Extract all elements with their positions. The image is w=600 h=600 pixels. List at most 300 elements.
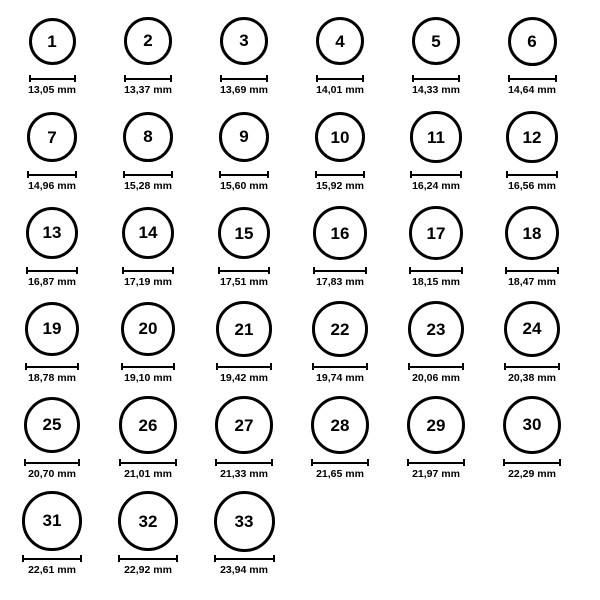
ring-circle: [121, 302, 176, 357]
ring-circle-wrap: [119, 394, 176, 456]
diameter-label: 13,05 mm: [28, 84, 76, 96]
ring-circle-wrap: [25, 298, 79, 360]
measure-line: [412, 78, 461, 80]
measure-tick-right: [365, 267, 367, 274]
measure-line: [122, 270, 174, 272]
measure-line: [29, 78, 76, 80]
ring-size-number: 21: [234, 319, 254, 339]
chart-row: [4, 106, 596, 202]
diameter-measure-bar: [506, 171, 558, 178]
measure-tick-left: [219, 171, 221, 178]
ring-circle-wrap: [410, 106, 461, 168]
ring-circle: [219, 112, 269, 162]
measure-tick-left: [316, 75, 318, 82]
measure-line: [503, 462, 562, 464]
diameter-label: 19,42 mm: [220, 372, 268, 384]
ring-size-cell: [100, 490, 196, 586]
chart-row: [4, 298, 596, 394]
measure-tick-right: [75, 171, 77, 178]
measure-tick-right: [78, 459, 80, 466]
ring-circle: [27, 112, 77, 162]
ring-circle-wrap: [29, 10, 76, 72]
ring-circle-wrap: [118, 490, 178, 552]
measure-tick-left: [118, 555, 120, 562]
diameter-label: 21,65 mm: [316, 468, 364, 480]
ring-circle-wrap: [219, 106, 269, 168]
measure-tick-left: [409, 267, 411, 274]
measure-tick-left: [312, 363, 314, 370]
measure-line: [118, 558, 178, 560]
ring-size-cell: [292, 106, 388, 202]
ring-circle: [503, 396, 562, 455]
chart-row: [4, 490, 596, 586]
ring-size-number: 25: [42, 415, 62, 435]
measure-tick-left: [218, 267, 220, 274]
ring-circle-wrap: [27, 106, 77, 168]
measure-line: [27, 174, 77, 176]
measure-line: [121, 366, 176, 368]
diameter-label: 15,60 mm: [220, 180, 268, 192]
measure-tick-left: [311, 459, 313, 466]
ring-size-number: 1: [47, 31, 57, 51]
measure-tick-right: [77, 363, 79, 370]
diameter-measure-bar: [219, 171, 269, 178]
diameter-label: 16,56 mm: [508, 180, 556, 192]
measure-line: [22, 558, 81, 560]
ring-circle: [315, 112, 366, 163]
measure-tick-right: [74, 75, 76, 82]
ring-size-cell: [196, 394, 292, 490]
ring-size-number: 7: [47, 127, 57, 147]
ring-size-number: 29: [426, 415, 446, 435]
measure-tick-right: [76, 267, 78, 274]
ring-size-number: 20: [138, 319, 158, 339]
ring-circle-wrap: [220, 10, 268, 72]
ring-size-number: 16: [330, 223, 350, 243]
measure-tick-left: [122, 267, 124, 274]
ring-size-number: 26: [138, 415, 158, 435]
measure-tick-right: [270, 363, 272, 370]
diameter-label: 14,33 mm: [412, 84, 460, 96]
ring-size-cell: [388, 106, 484, 202]
diameter-measure-bar: [25, 363, 79, 370]
diameter-label: 13,69 mm: [220, 84, 268, 96]
chart-row: [4, 394, 596, 490]
ring-size-cell: [484, 202, 580, 298]
measure-line: [313, 270, 366, 272]
diameter-measure-bar: [118, 555, 178, 562]
ring-circle: [29, 18, 76, 65]
ring-size-cell: [388, 298, 484, 394]
measure-line: [505, 270, 559, 272]
measure-tick-right: [176, 555, 178, 562]
diameter-label: 15,92 mm: [316, 180, 364, 192]
ring-size-cell: [292, 10, 388, 106]
ring-circle: [412, 17, 461, 66]
measure-tick-right: [363, 171, 365, 178]
diameter-measure-bar: [121, 363, 176, 370]
diameter-label: 16,24 mm: [412, 180, 460, 192]
measure-line: [214, 558, 275, 560]
diameter-label: 13,37 mm: [124, 84, 172, 96]
diameter-label: 19,10 mm: [124, 372, 172, 384]
ring-size-cell: [4, 202, 100, 298]
measure-tick-right: [267, 171, 269, 178]
ring-size-number: 5: [431, 31, 441, 51]
measure-line: [26, 270, 78, 272]
ring-size-number: 3: [239, 31, 249, 51]
diameter-measure-bar: [503, 459, 562, 466]
ring-size-cell: [4, 10, 100, 106]
measure-tick-right: [463, 459, 465, 466]
measure-tick-left: [503, 459, 505, 466]
measure-tick-left: [504, 363, 506, 370]
ring-size-cell: [4, 394, 100, 490]
diameter-measure-bar: [508, 75, 557, 82]
measure-line: [219, 174, 269, 176]
ring-size-cell: [196, 10, 292, 106]
diameter-label: 15,28 mm: [124, 180, 172, 192]
ring-size-cell: [196, 490, 292, 586]
diameter-label: 22,92 mm: [124, 564, 172, 576]
diameter-label: 14,96 mm: [28, 180, 76, 192]
ring-size-cell: [388, 202, 484, 298]
measure-tick-right: [458, 75, 460, 82]
diameter-measure-bar: [316, 75, 364, 82]
diameter-measure-bar: [29, 75, 76, 82]
measure-line: [215, 462, 273, 464]
measure-tick-left: [24, 459, 26, 466]
diameter-measure-bar: [214, 555, 275, 562]
diameter-measure-bar: [27, 171, 77, 178]
diameter-measure-bar: [504, 363, 560, 370]
diameter-measure-bar: [220, 75, 268, 82]
measure-line: [409, 270, 463, 272]
ring-circle-wrap: [121, 298, 176, 360]
measure-line: [504, 366, 560, 368]
diameter-label: 22,61 mm: [28, 564, 76, 576]
diameter-label: 18,47 mm: [508, 276, 556, 288]
ring-size-cell: [292, 202, 388, 298]
ring-circle-wrap: [216, 298, 271, 360]
ring-circle: [123, 112, 173, 162]
ring-size-number: 2: [143, 31, 153, 51]
ring-size-number: 33: [234, 511, 254, 531]
diameter-label: 17,83 mm: [316, 276, 364, 288]
measure-tick-left: [215, 459, 217, 466]
ring-circle-wrap: [218, 202, 271, 264]
diameter-label: 21,97 mm: [412, 468, 460, 480]
diameter-label: 14,01 mm: [316, 84, 364, 96]
measure-line: [311, 462, 369, 464]
ring-size-cell: [100, 394, 196, 490]
measure-line: [508, 78, 557, 80]
ring-size-number: 30: [522, 415, 542, 435]
ring-circle: [312, 301, 368, 357]
measure-tick-left: [27, 171, 29, 178]
ring-size-number: 23: [426, 319, 446, 339]
chart-row: [4, 10, 596, 106]
ring-circle: [122, 207, 174, 259]
ring-size-cell: [484, 298, 580, 394]
ring-circle: [407, 396, 466, 455]
measure-tick-right: [461, 267, 463, 274]
ring-size-number: 27: [234, 415, 254, 435]
measure-tick-left: [214, 555, 216, 562]
ring-circle: [311, 396, 369, 454]
diameter-measure-bar: [407, 459, 466, 466]
measure-tick-right: [367, 459, 369, 466]
ring-circle-wrap: [122, 202, 174, 264]
ring-circle-wrap: [22, 490, 81, 552]
ring-size-number: 11: [427, 127, 445, 147]
measure-line: [312, 366, 368, 368]
ring-size-number: 10: [330, 127, 350, 147]
ring-size-cell: [100, 10, 196, 106]
diameter-measure-bar: [315, 171, 366, 178]
ring-circle: [506, 111, 558, 163]
ring-circle: [215, 396, 273, 454]
measure-tick-right: [171, 171, 173, 178]
ring-size-cell: [484, 106, 580, 202]
ring-circle: [508, 17, 557, 66]
diameter-label: 20,38 mm: [508, 372, 556, 384]
measure-tick-right: [172, 267, 174, 274]
ring-circle-wrap: [124, 10, 171, 72]
diameter-measure-bar: [216, 363, 271, 370]
diameter-label: 21,33 mm: [220, 468, 268, 480]
measure-tick-left: [123, 171, 125, 178]
ring-size-number: 14: [138, 223, 158, 243]
measure-line: [119, 462, 176, 464]
ring-circle: [505, 206, 559, 260]
diameter-label: 23,94 mm: [220, 564, 268, 576]
measure-line: [315, 174, 366, 176]
ring-size-number: 9: [239, 127, 249, 147]
measure-tick-left: [412, 75, 414, 82]
measure-tick-left: [119, 459, 121, 466]
measure-line: [25, 366, 79, 368]
ring-circle-wrap: [412, 10, 461, 72]
diameter-measure-bar: [122, 267, 174, 274]
ring-size-number: 22: [330, 319, 350, 339]
diameter-label: 16,87 mm: [28, 276, 76, 288]
ring-size-number: 6: [527, 31, 537, 51]
ring-circle: [316, 17, 364, 65]
measure-line: [407, 462, 466, 464]
ring-circle: [408, 301, 464, 357]
ring-size-cell: [100, 106, 196, 202]
measure-tick-left: [508, 75, 510, 82]
measure-line: [218, 270, 271, 272]
ring-circle: [410, 111, 461, 162]
measure-tick-left: [124, 75, 126, 82]
measure-tick-right: [173, 363, 175, 370]
ring-size-number: 13: [42, 223, 62, 243]
measure-tick-right: [556, 171, 558, 178]
measure-tick-left: [407, 459, 409, 466]
ring-circle-wrap: [215, 394, 273, 456]
ring-size-cell: [196, 202, 292, 298]
ring-circle-wrap: [123, 106, 173, 168]
ring-circle-wrap: [503, 394, 562, 456]
measure-line: [506, 174, 558, 176]
ring-circle-wrap: [408, 298, 464, 360]
ring-circle: [22, 491, 81, 550]
measure-tick-right: [175, 459, 177, 466]
diameter-measure-bar: [24, 459, 81, 466]
measure-tick-right: [271, 459, 273, 466]
ring-size-number: 31: [42, 511, 62, 531]
ring-size-cell: [484, 394, 580, 490]
diameter-measure-bar: [119, 459, 176, 466]
ring-circle: [214, 491, 275, 552]
diameter-label: 17,51 mm: [220, 276, 268, 288]
ring-size-number: 19: [42, 319, 62, 339]
measure-tick-left: [29, 75, 31, 82]
ring-circle: [218, 207, 271, 260]
ring-size-cell: [196, 106, 292, 202]
measure-tick-right: [559, 459, 561, 466]
ring-size-cell: [100, 298, 196, 394]
measure-tick-right: [557, 267, 559, 274]
measure-tick-right: [362, 75, 364, 82]
diameter-label: 21,01 mm: [124, 468, 172, 480]
diameter-label: 17,19 mm: [124, 276, 172, 288]
diameter-measure-bar: [408, 363, 464, 370]
diameter-measure-bar: [218, 267, 271, 274]
diameter-measure-bar: [311, 459, 369, 466]
ring-circle: [119, 396, 176, 453]
measure-tick-left: [22, 555, 24, 562]
ring-circle: [504, 301, 560, 357]
ring-circle: [216, 301, 271, 356]
ring-circle-wrap: [409, 202, 463, 264]
ring-circle-wrap: [312, 298, 368, 360]
measure-tick-right: [170, 75, 172, 82]
diameter-label: 18,15 mm: [412, 276, 460, 288]
ring-circle-wrap: [505, 202, 559, 264]
diameter-measure-bar: [22, 555, 81, 562]
ring-circle: [24, 397, 81, 454]
chart-row: [4, 202, 596, 298]
ring-size-number: 32: [138, 511, 158, 531]
ring-circle-wrap: [313, 202, 366, 264]
diameter-label: 22,29 mm: [508, 468, 556, 480]
ring-circle: [25, 302, 79, 356]
diameter-label: 18,78 mm: [28, 372, 76, 384]
measure-line: [316, 78, 364, 80]
ring-size-number: 24: [522, 319, 542, 339]
diameter-measure-bar: [124, 75, 171, 82]
measure-tick-right: [558, 363, 560, 370]
diameter-measure-bar: [410, 171, 461, 178]
ring-size-number: 8: [143, 127, 153, 147]
diameter-measure-bar: [215, 459, 273, 466]
measure-line: [24, 462, 81, 464]
ring-circle: [220, 17, 268, 65]
ring-size-cell: [484, 10, 580, 106]
measure-tick-left: [505, 267, 507, 274]
measure-line: [123, 174, 173, 176]
measure-tick-left: [26, 267, 28, 274]
ring-size-cell: [4, 106, 100, 202]
ring-circle-wrap: [214, 490, 275, 552]
measure-tick-right: [266, 75, 268, 82]
diameter-measure-bar: [312, 363, 368, 370]
measure-line: [216, 366, 271, 368]
measure-tick-right: [268, 267, 270, 274]
measure-tick-left: [315, 171, 317, 178]
ring-circle: [26, 207, 78, 259]
ring-circle-wrap: [508, 10, 557, 72]
ring-circle-wrap: [506, 106, 558, 168]
ring-size-cell: [100, 202, 196, 298]
ring-size-cell: [292, 298, 388, 394]
measure-tick-left: [220, 75, 222, 82]
diameter-measure-bar: [26, 267, 78, 274]
ring-size-cell: [196, 298, 292, 394]
measure-line: [410, 174, 461, 176]
diameter-label: 20,06 mm: [412, 372, 460, 384]
diameter-label: 20,70 mm: [28, 468, 76, 480]
diameter-measure-bar: [313, 267, 366, 274]
diameter-measure-bar: [412, 75, 461, 82]
measure-tick-right: [366, 363, 368, 370]
ring-circle-wrap: [504, 298, 560, 360]
ring-circle-wrap: [316, 10, 364, 72]
ring-size-cell: [292, 394, 388, 490]
ring-size-cell: [4, 490, 100, 586]
measure-tick-left: [313, 267, 315, 274]
measure-tick-left: [408, 363, 410, 370]
ring-circle: [313, 206, 366, 259]
measure-tick-right: [462, 363, 464, 370]
measure-line: [220, 78, 268, 80]
measure-tick-left: [216, 363, 218, 370]
measure-tick-left: [121, 363, 123, 370]
ring-circle: [409, 206, 463, 260]
measure-tick-left: [506, 171, 508, 178]
diameter-measure-bar: [505, 267, 559, 274]
ring-size-number: 4: [335, 31, 345, 51]
diameter-label: 14,64 mm: [508, 84, 556, 96]
ring-size-number: 28: [330, 415, 350, 435]
ring-circle-wrap: [407, 394, 466, 456]
ring-size-cell: [388, 394, 484, 490]
measure-tick-left: [410, 171, 412, 178]
measure-tick-right: [80, 555, 82, 562]
diameter-label: 19,74 mm: [316, 372, 364, 384]
ring-circle: [118, 491, 178, 551]
measure-tick-left: [25, 363, 27, 370]
ring-circle-wrap: [315, 106, 366, 168]
ring-circle-wrap: [26, 202, 78, 264]
ring-circle-wrap: [311, 394, 369, 456]
measure-tick-right: [555, 75, 557, 82]
ring-size-number: 12: [522, 127, 542, 147]
measure-line: [408, 366, 464, 368]
ring-size-number: 17: [426, 223, 446, 243]
ring-circle-wrap: [24, 394, 81, 456]
measure-tick-right: [460, 171, 462, 178]
measure-tick-right: [273, 555, 275, 562]
diameter-measure-bar: [123, 171, 173, 178]
measure-line: [124, 78, 171, 80]
diameter-measure-bar: [409, 267, 463, 274]
ring-size-number: 18: [522, 223, 542, 243]
ring-size-cell: [4, 298, 100, 394]
